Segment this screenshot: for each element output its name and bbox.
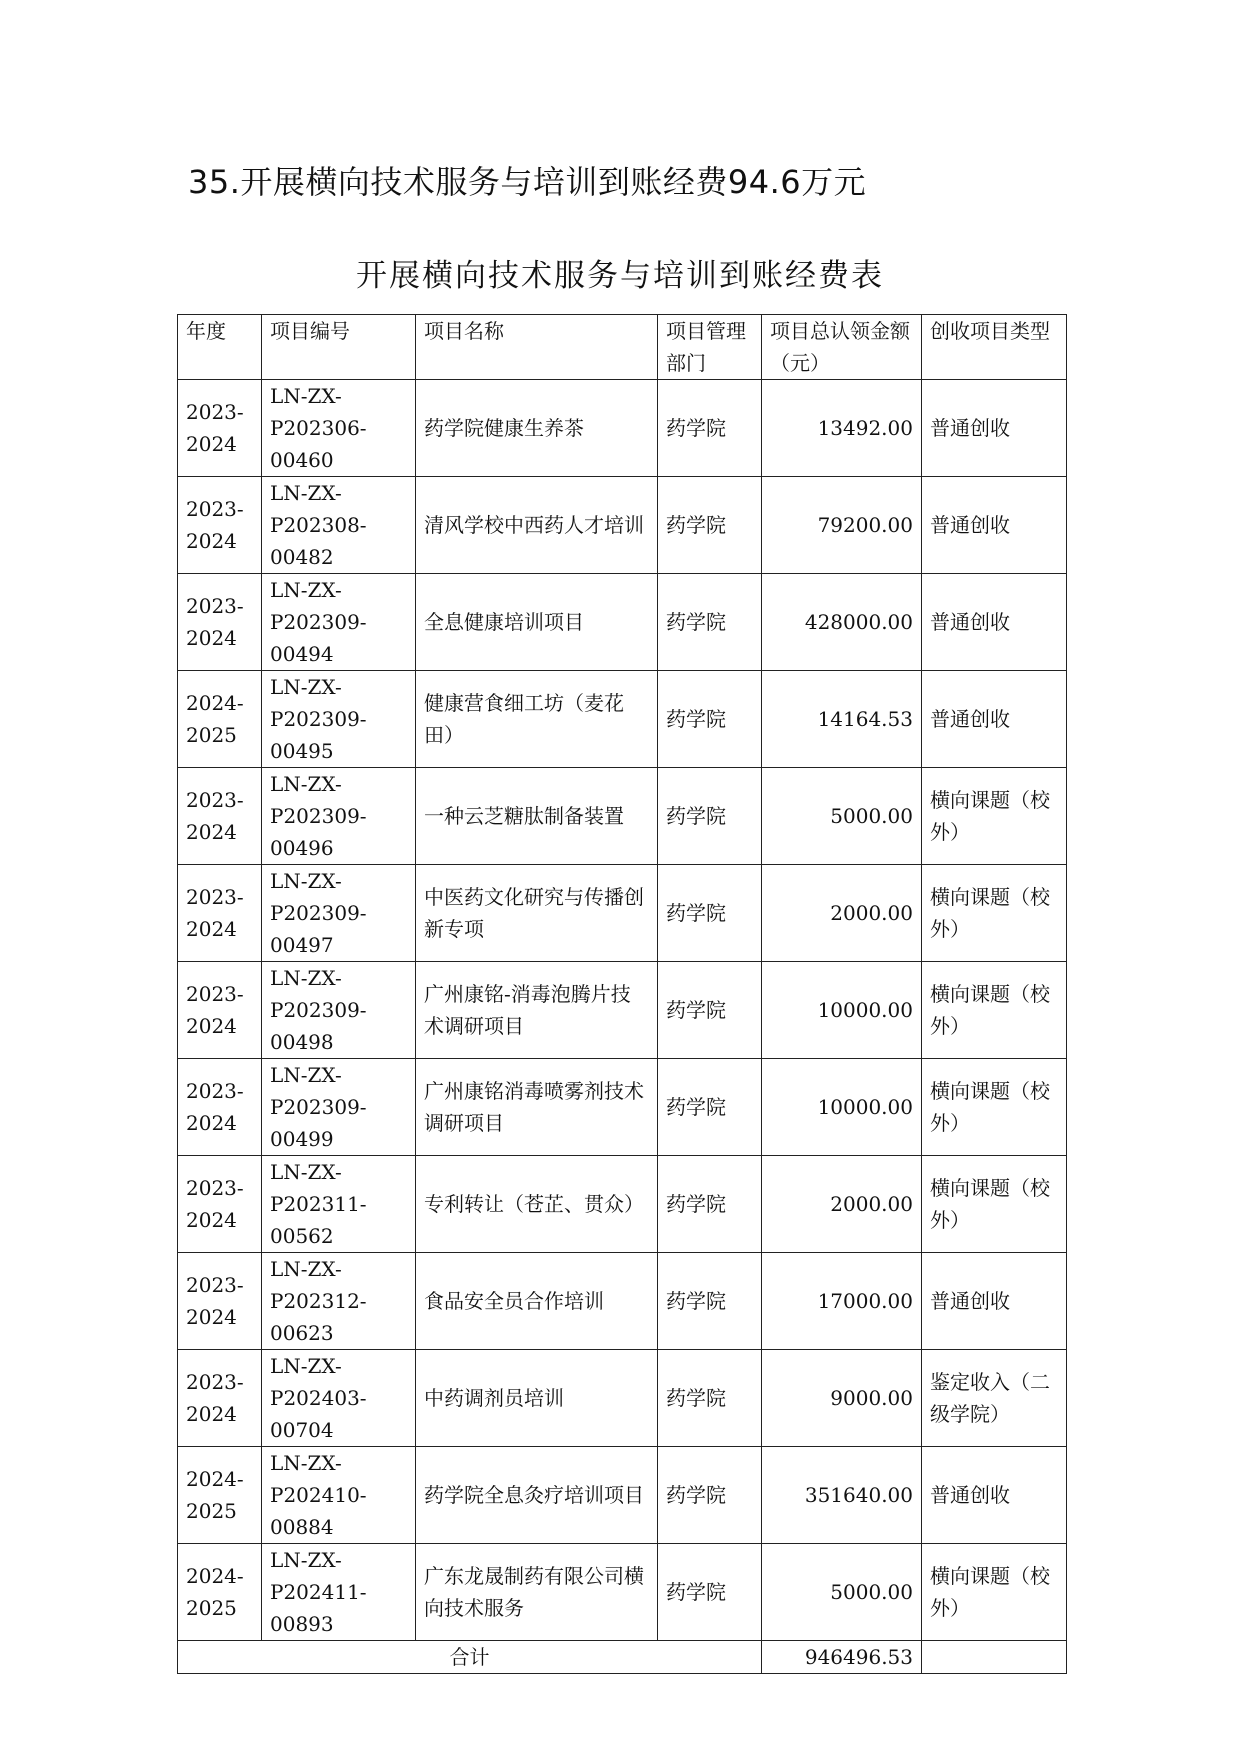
dept-cell: 药学院 [658, 768, 762, 865]
project-name-cell: 专利转让（苍芷、贯众） [416, 1156, 658, 1253]
year-cell: 2023-2024 [178, 1156, 262, 1253]
year-cell: 2023-2024 [178, 1059, 262, 1156]
table-row [178, 1253, 1067, 1350]
year-cell: 2023-2024 [178, 1253, 262, 1350]
type-cell: 鉴定收入（二级学院） [922, 1350, 1067, 1447]
table-row [178, 1447, 1067, 1544]
table-row [178, 1350, 1067, 1447]
amount-cell: 9000.00 [762, 1350, 922, 1447]
project-name-cell: 全息健康培训项目 [416, 574, 658, 671]
project-name-cell: 食品安全员合作培训 [416, 1253, 658, 1350]
column-header-project-name: 项目名称 [416, 315, 658, 380]
section-heading: 35.开展横向技术服务与培训到账经费94.6万元 [188, 163, 867, 201]
project-no-cell: LN-ZX-P202309-00495 [262, 671, 416, 768]
table-row [178, 865, 1067, 962]
project-no-cell: LN-ZX-P202403-00704 [262, 1350, 416, 1447]
amount-cell: 428000.00 [762, 574, 922, 671]
project-name-cell: 药学院全息灸疗培训项目 [416, 1447, 658, 1544]
project-no-cell: LN-ZX-P202309-00499 [262, 1059, 416, 1156]
dept-cell: 药学院 [658, 865, 762, 962]
dept-cell: 药学院 [658, 671, 762, 768]
year-cell: 2023-2024 [178, 1350, 262, 1447]
type-cell: 横向课题（校外） [922, 962, 1067, 1059]
project-name-cell: 中医药文化研究与传播创新专项 [416, 865, 658, 962]
project-no-cell: LN-ZX-P202309-00494 [262, 574, 416, 671]
dept-cell: 药学院 [658, 1253, 762, 1350]
type-cell: 横向课题（校外） [922, 768, 1067, 865]
year-cell: 2024-2025 [178, 671, 262, 768]
year-cell: 2023-2024 [178, 380, 262, 477]
amount-cell: 10000.00 [762, 1059, 922, 1156]
amount-cell: 10000.00 [762, 962, 922, 1059]
amount-cell: 5000.00 [762, 768, 922, 865]
dept-cell: 药学院 [658, 1544, 762, 1641]
project-no-cell: LN-ZX-P202411-00893 [262, 1544, 416, 1641]
dept-cell: 药学院 [658, 1350, 762, 1447]
project-name-cell: 广东龙晟制药有限公司横向技术服务 [416, 1544, 658, 1641]
type-cell: 普通创收 [922, 1253, 1067, 1350]
year-cell: 2023-2024 [178, 477, 262, 574]
project-no-cell: LN-ZX-P202306-00460 [262, 380, 416, 477]
table-row [178, 380, 1067, 477]
type-cell: 横向课题（校外） [922, 865, 1067, 962]
project-name-cell: 广州康铭消毒喷雾剂技术调研项目 [416, 1059, 658, 1156]
project-no-cell: LN-ZX-P202309-00496 [262, 768, 416, 865]
project-no-cell: LN-ZX-P202309-00498 [262, 962, 416, 1059]
year-cell: 2023-2024 [178, 768, 262, 865]
funding-table [177, 314, 1067, 1674]
type-cell: 普通创收 [922, 671, 1067, 768]
project-name-cell: 一种云芝糖肽制备装置 [416, 768, 658, 865]
amount-cell: 351640.00 [762, 1447, 922, 1544]
year-cell: 2023-2024 [178, 865, 262, 962]
total-row [178, 1641, 1067, 1674]
table-row [178, 962, 1067, 1059]
total-label: 合计 [178, 1641, 762, 1674]
table-row [178, 1544, 1067, 1641]
total-empty-cell [922, 1641, 1067, 1674]
dept-cell: 药学院 [658, 574, 762, 671]
type-cell: 普通创收 [922, 574, 1067, 671]
project-name-cell: 中药调剂员培训 [416, 1350, 658, 1447]
project-no-cell: LN-ZX-P202309-00497 [262, 865, 416, 962]
amount-cell: 17000.00 [762, 1253, 922, 1350]
type-cell: 普通创收 [922, 1447, 1067, 1544]
table-body [178, 380, 1067, 1674]
dept-cell: 药学院 [658, 380, 762, 477]
project-no-cell: LN-ZX-P202308-00482 [262, 477, 416, 574]
amount-cell: 14164.53 [762, 671, 922, 768]
project-no-cell: LN-ZX-P202312-00623 [262, 1253, 416, 1350]
year-cell: 2023-2024 [178, 574, 262, 671]
total-amount: 946496.53 [762, 1641, 922, 1674]
amount-cell: 13492.00 [762, 380, 922, 477]
dept-cell: 药学院 [658, 1447, 762, 1544]
table-row [178, 671, 1067, 768]
amount-cell: 2000.00 [762, 1156, 922, 1253]
year-cell: 2024-2025 [178, 1447, 262, 1544]
column-header-project-no: 项目编号 [262, 315, 416, 380]
column-header-type: 创收项目类型 [922, 315, 1067, 380]
dept-cell: 药学院 [658, 962, 762, 1059]
table-title: 开展横向技术服务与培训到账经费表 [356, 258, 884, 294]
project-no-cell: LN-ZX-P202311-00562 [262, 1156, 416, 1253]
type-cell: 横向课题（校外） [922, 1544, 1067, 1641]
dept-cell: 药学院 [658, 1059, 762, 1156]
year-cell: 2023-2024 [178, 962, 262, 1059]
dept-cell: 药学院 [658, 477, 762, 574]
table-row [178, 768, 1067, 865]
table-row [178, 1059, 1067, 1156]
project-name-cell: 健康营食细工坊（麦花田） [416, 671, 658, 768]
year-cell: 2024-2025 [178, 1544, 262, 1641]
table-header-row [178, 315, 1067, 380]
column-header-year: 年度 [178, 315, 262, 380]
amount-cell: 79200.00 [762, 477, 922, 574]
type-cell: 横向课题（校外） [922, 1156, 1067, 1253]
table-row [178, 477, 1067, 574]
project-name-cell: 清风学校中西药人才培训 [416, 477, 658, 574]
type-cell: 普通创收 [922, 380, 1067, 477]
type-cell: 普通创收 [922, 477, 1067, 574]
table-row [178, 574, 1067, 671]
project-name-cell: 药学院健康生养茶 [416, 380, 658, 477]
type-cell: 横向课题（校外） [922, 1059, 1067, 1156]
project-no-cell: LN-ZX-P202410-00884 [262, 1447, 416, 1544]
amount-cell: 2000.00 [762, 865, 922, 962]
table-row [178, 1156, 1067, 1253]
column-header-amount: 项目总认领金额（元） [762, 315, 922, 380]
column-header-dept: 项目管理部门 [658, 315, 762, 380]
dept-cell: 药学院 [658, 1156, 762, 1253]
amount-cell: 5000.00 [762, 1544, 922, 1641]
project-name-cell: 广州康铭-消毒泡腾片技术调研项目 [416, 962, 658, 1059]
